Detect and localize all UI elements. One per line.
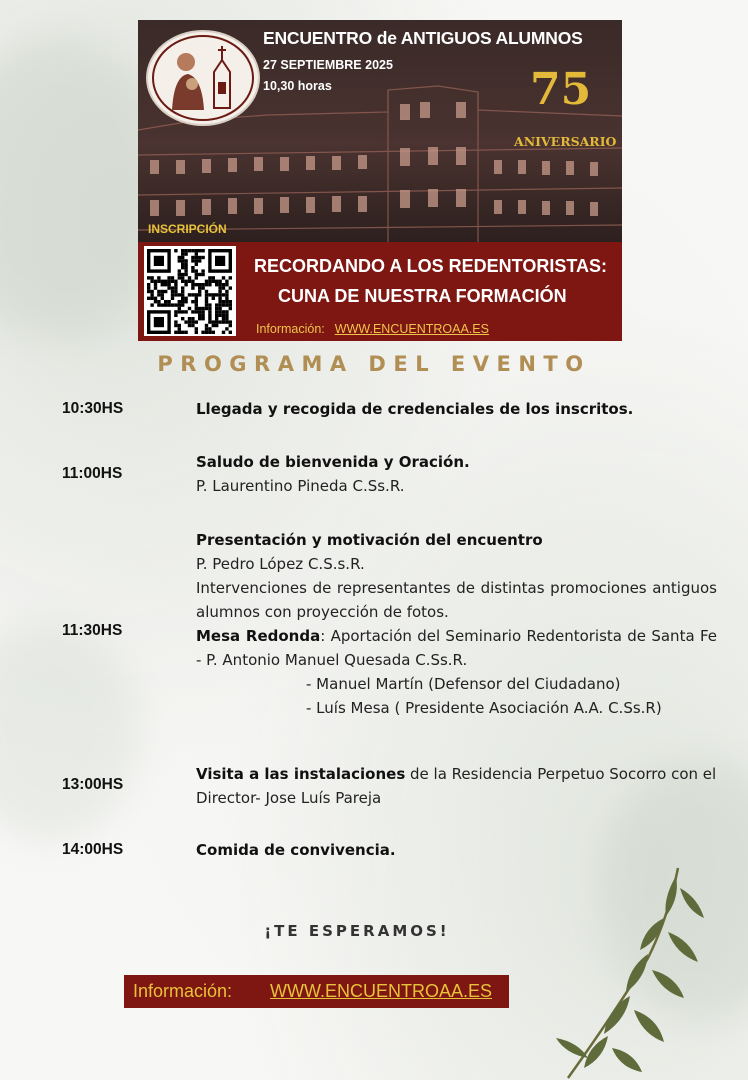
round-table [196, 624, 717, 672]
event-banner [138, 20, 622, 341]
institution-logo [146, 30, 260, 126]
banner-info-label: Información: [256, 322, 325, 336]
registration-qr-code[interactable] [144, 246, 236, 336]
schedule-item-text: de la Residencia Perpetuo Socorro con el Director- Jose Luís Pareja [196, 765, 717, 807]
footer-info-box [124, 975, 509, 1008]
round-table-participant: - Manuel Martín (Defensor del Ciudadano) [306, 675, 621, 693]
schedule-item-speaker: P. Pedro López C.S.s.R. [196, 555, 365, 573]
schedule-item-title: Visita a las instalaciones [196, 765, 406, 783]
schedule-item [196, 397, 717, 421]
round-table-participant: - Luís Mesa ( Presidente Asociación A.A. C.Ss.R) [306, 699, 662, 717]
schedule-item-title: Saludo de bienvenida y Oración. [196, 453, 470, 471]
footer-info-link[interactable]: WWW.ENCUENTROAA.ES [270, 981, 493, 1001]
olive-branch-icon [548, 858, 748, 1080]
banner-subtitle-line1: RECORDANDO A LOS REDENTORISTAS: [254, 256, 608, 276]
anniversary-number: 75 [530, 64, 592, 115]
watercolor-wash [0, 620, 140, 840]
program-title: PROGRAMA DEL EVENTO [157, 352, 591, 376]
closing-message: ¡TE ESPERAMOS! [264, 922, 450, 940]
schedule-time: 14:00HS [62, 841, 124, 858]
banner-hour: 10,30 horas [263, 79, 332, 93]
banner-date: 27 SEPTIEMBRE 2025 [263, 58, 393, 72]
footer-info-label: Información: [133, 981, 233, 1001]
schedule-item-title: Presentación y motivación del encuentro [196, 531, 543, 549]
schedule-item [196, 528, 717, 720]
round-table-label: Mesa Redonda [196, 627, 321, 645]
anniversary-label: ANIVERSARIO [514, 134, 617, 149]
schedule-time: 13:00HS [62, 776, 124, 793]
schedule-item-title: Comida de convivencia. [196, 841, 396, 859]
banner-info-link[interactable]: WWW.ENCUENTROAA.ES [334, 322, 489, 336]
schedule-time: 10:30HS [62, 400, 124, 417]
schedule-item [196, 762, 717, 810]
schedule-time: 11:00HS [62, 465, 123, 482]
round-table-text: : Aportación del Seminario Redentorista de Santa Fe - P. Antonio Manuel Quesada C.Ss.R. [196, 627, 717, 669]
schedule-item-description: Intervenciones de representantes de distintas promociones antiguos alumnos con proyección de fotos. [196, 579, 717, 621]
schedule-item-title: Llegada y recogida de credenciales de los inscritos. [196, 400, 634, 418]
banner-title: ENCUENTRO de ANTIGUOS ALUMNOS [263, 28, 583, 48]
schedule-item-speaker: P. Laurentino Pineda C.Ss.R. [196, 477, 405, 495]
banner-info [256, 322, 489, 336]
schedule-time: 11:30HS [62, 622, 123, 639]
registration-label: INSCRIPCIÓN [148, 222, 227, 236]
banner-subtitle-line2: CUNA DE NUESTRA FORMACIÓN [278, 286, 567, 306]
schedule-item [196, 450, 717, 498]
